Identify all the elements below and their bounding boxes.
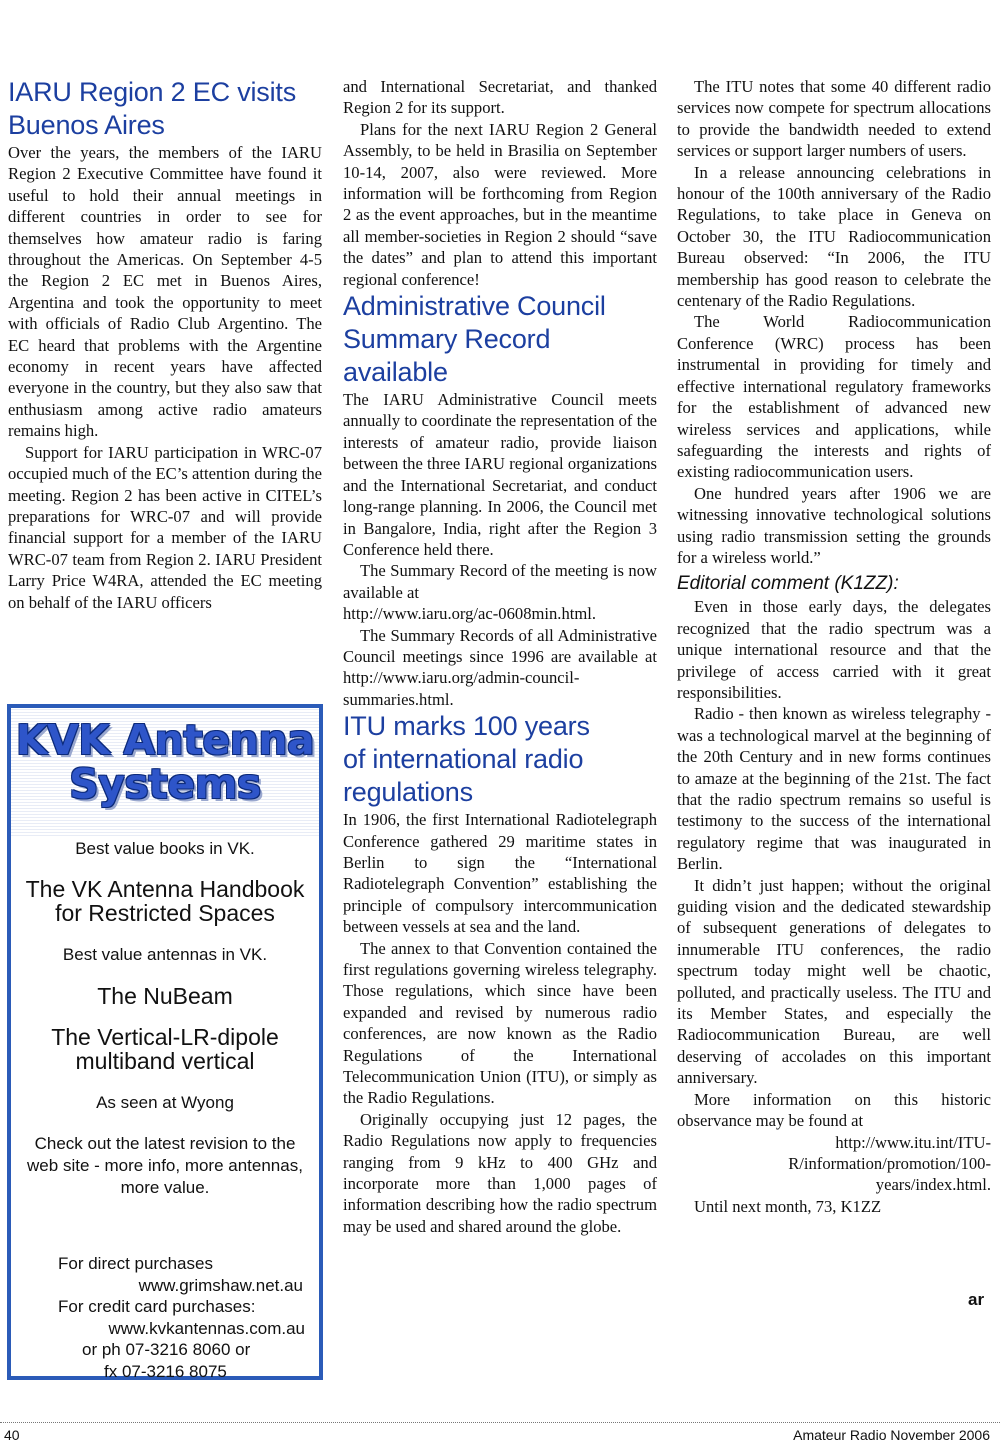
paragraph: In 1906, the first International Radiotelegraph Conference gathered 29 maritime states in Berlin to sign the “International Radiotelegraph Convention” establishing the principle of compulsory intercommunication between vessels at sea and the land. xyxy=(343,810,657,937)
ad-text: For credit card purchases: xyxy=(58,1297,256,1317)
column-2 xyxy=(343,76,657,1237)
paragraph: The Summary Records of all Administrative Council meetings since 1996 are available at http://www.iaru.org/admin-council-summaries.html. xyxy=(343,625,657,709)
paragraph: More information on this historic observance may be found at xyxy=(677,1089,991,1131)
paragraph: The World Radiocommunication Conference (WRC) process has been instrumental in providing for timely and effective international regulatory frameworks for the establishment of advanced new wireless services and applications, while safeguarding the interests and rights of existing radiocommunication users. xyxy=(677,312,991,482)
ad-text: The VK Antenna Handbook xyxy=(25,876,305,902)
paragraph: One hundred years after 1906 we are witnessing innovative technological solutions using radio transmission setting the grounds for a wireless world.” xyxy=(677,483,991,567)
ad-text: Best value books in VK. xyxy=(75,839,255,858)
paragraph: The annex to that Convention contained the first regulations governing wireless telegraphy. Those regulations, which since have been expanded and revised by numerous radio conferences, are now known as the Radio Regulations of the International Telecommunication Union (ITU), or simply as the Radio Regulations. xyxy=(343,938,657,1108)
ad-title-line: Systems xyxy=(69,760,261,808)
column-1 xyxy=(8,76,322,613)
url-link[interactable]: http://www.itu.int/ITU-R/information/promotion/100-years/index.html. xyxy=(788,1132,991,1195)
paragraph: Even in those early days, the delegates recognized that the radio spectrum was a unique international resource and that the privilege of access carried with it great responsibilities. xyxy=(677,597,991,702)
heading-line: regulations xyxy=(343,777,473,808)
ad-text: As seen at Wyong xyxy=(96,1093,234,1112)
paragraph: Plans for the next IARU Region 2 General Assembly, to be held in Brasilia on September 10-14, 2007, also were reviewed. More information will be forthcoming from Region 2 as the event approaches, but in the meantime all member-societies in Region 2 should “save the dates” and plan to attend this important regional conference! xyxy=(343,119,657,289)
heading-line: Summary Record xyxy=(343,324,551,355)
end-mark: ar xyxy=(968,1290,985,1309)
paragraph: It didn’t just happen; without the original guiding vision and the dedicated stewardship of subsequent generations of delegates to innumerable ITU conferences, the radio spectrum today might well be chaotic, polluted, and practically useless. The ITU and its Member States, and especially the Radiocommunication Bureau, are well deserving of accolades on this important anniversary. xyxy=(677,875,991,1088)
magazine-issue: Amateur Radio November 2006 xyxy=(793,1427,990,1443)
ad-phone: or ph 07-3216 8060 or xyxy=(82,1340,251,1360)
ad-text: The NuBeam xyxy=(97,983,233,1009)
ad-banner xyxy=(11,708,319,836)
heading-line: IARU Region 2 EC visits xyxy=(8,77,296,107)
ad-text: multiband vertical xyxy=(75,1048,255,1074)
paragraph: The Summary Record of the meeting is now available at xyxy=(343,561,657,602)
page-number: 40 xyxy=(4,1427,20,1443)
ad-text: The Vertical-LR-dipole xyxy=(51,1024,279,1050)
ad-text: For direct purchases xyxy=(58,1254,213,1273)
article-heading-admin-council xyxy=(343,290,657,389)
heading-line: of international radio xyxy=(343,744,584,775)
column-3 xyxy=(677,76,991,1217)
ad-text: Best value antennas in VK. xyxy=(62,945,268,964)
url-link[interactable]: http://www.iaru.org/ac-0608min.html. xyxy=(343,604,597,624)
ad-website-link[interactable]: www.kvkantennas.com.au xyxy=(108,1318,305,1338)
paragraph: and International Secretariat, and thanked Region 2 for its support. xyxy=(343,77,657,118)
paragraph: Until next month, 73, K1ZZ xyxy=(694,1196,882,1216)
paragraph: In a release announcing celebrations in honour of the 100th anniversary of the Radio Regulations, to take place in Geneva on October 30, the ITU Radiocommunication Bureau observed: “In 2006, the ITU membership has good reason to celebrate the centenary of the Radio Regulations. xyxy=(677,162,991,311)
ad-website-link[interactable]: www.grimshaw.net.au xyxy=(138,1275,303,1295)
ad-title-line: KVK Antenna xyxy=(15,716,315,764)
footer-divider xyxy=(0,1422,1000,1423)
paragraph: Support for IARU participation in WRC-07 occupied much of the EC’s attention during the meeting. Region 2 has been active in CITEL’s preparations for WRC-07 and will provide financial support for a member of the IARU WRC-07 team from Region 2. IARU President Larry Price W4RA, attended the EC meeting on behalf of the IARU officers xyxy=(8,442,322,612)
article-heading-itu-100-years xyxy=(343,710,657,809)
editorial-comment-heading: Editorial comment (K1ZZ): xyxy=(677,573,899,595)
ad-text: Check out the latest revision to the web site - more info, more antennas, more value. xyxy=(27,1134,303,1197)
paragraph: The ITU notes that some 40 different radio services now compete for spectrum allocations to provide the bandwidth needed to extend services or support larger numbers of users. xyxy=(677,77,991,161)
heading-line: Buenos Aires xyxy=(8,110,165,140)
article-heading-iaru-region2 xyxy=(8,76,322,142)
paragraph: Over the years, the members of the IARU Region 2 Executive Committee have found it useful to hold their annual meetings in different countries in order to see for themselves how amateur radio is faring throughout the Americas. On September 4-5 the Region 2 EC met in Buenos Aires, Argentina and took the opportunity to meet with officials of Radio Club Argentino. The EC heard that problems with the Argentine economy in recent years have affected everyone in the country, but they also saw that enthusiasm among active radio amateurs remains high. xyxy=(8,143,322,441)
ad-fax: fx 07-3216 8075 xyxy=(104,1361,227,1381)
kvk-antenna-advertisement xyxy=(7,704,323,1380)
paragraph: Radio - then known as wireless telegraphy - was a technological marvel at the beginning of the 20th Century and in new forms continues to amaze at the beginning of the 21st. The fact that the radio spectrum remains so useful is testimony to the success of the international regulatory regime that was inaugurated in Berlin. xyxy=(677,704,991,874)
paragraph: Originally occupying just 12 pages, the Radio Regulations now apply to frequencies ranging from 9 kHz to 400 GHz and incorporate more than 1,000 pages of information describing how the radio spectrum may be used and shared around the globe. xyxy=(343,1109,657,1236)
heading-line: available xyxy=(343,357,448,388)
ad-text: for Restricted Spaces xyxy=(55,900,275,926)
heading-line: Administrative Council xyxy=(343,291,606,322)
heading-line: ITU marks 100 years xyxy=(343,711,590,742)
paragraph: The IARU Administrative Council meets annually to coordinate the representation of the interests of amateur radio, provide liaison between the three IARU regional organizations and the International Secretariat, and conduct long-range planning. In 2006, the Council met in Bangalore, India, right after the Region 3 Conference held there. xyxy=(343,390,657,559)
